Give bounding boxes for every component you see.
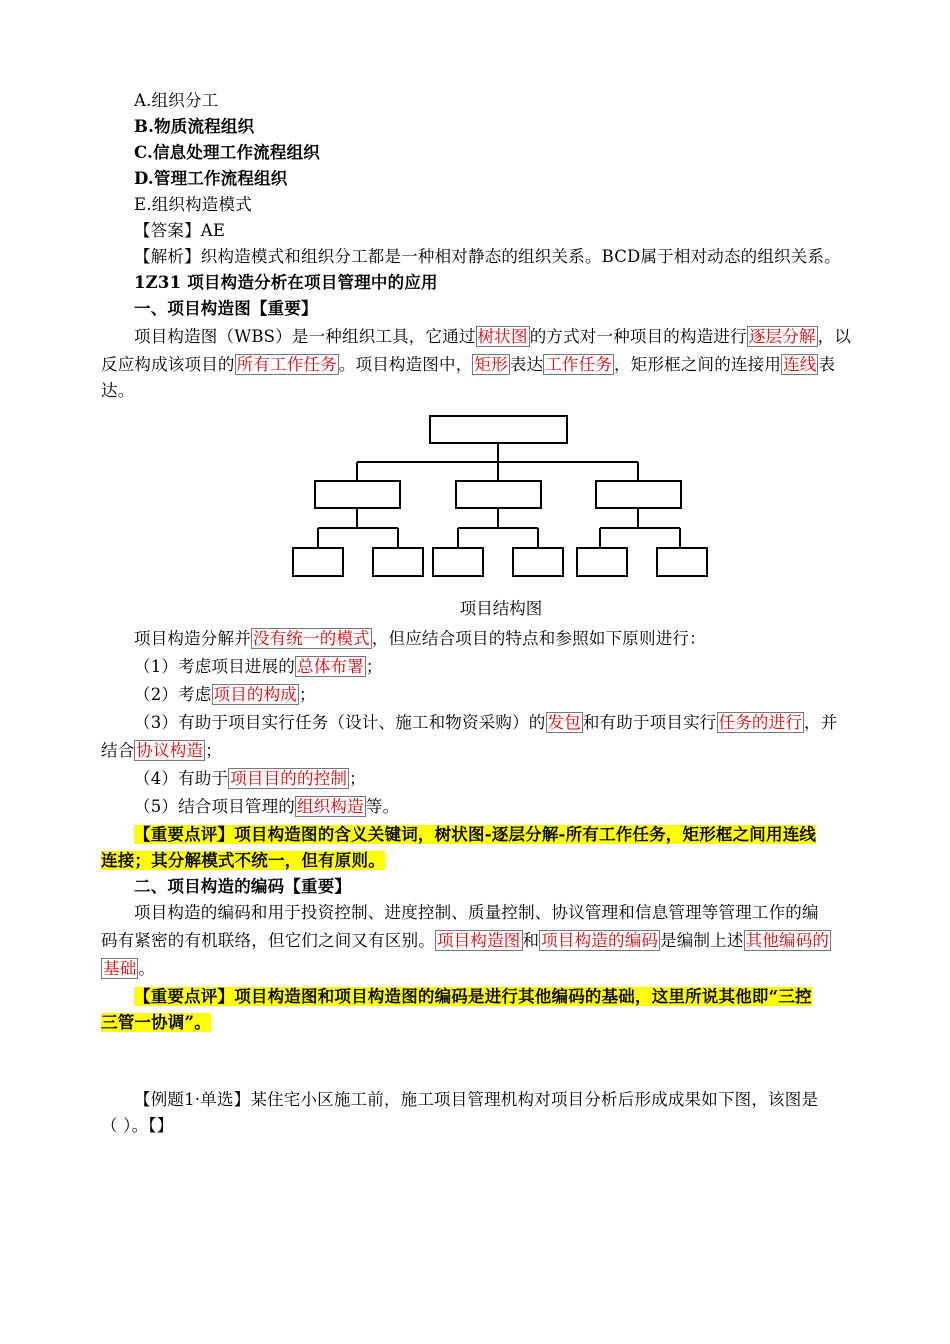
keyword-objective-control: 项目目的的控制 [230,769,348,788]
answer: 【答案】AE [134,221,226,240]
rule-3-line1: （3）有助于项目实行任务（设计、施工和物资采购）的 发包 和有助于项目实行 任务的进行 ，并 [134,713,838,732]
wbs-paragraph-line2: 反应构成该项目的 所有工作任务 。项目构造图中， 矩形 表达 工作任务 ，矩形框之间的连接用 连线 表 [101,355,836,374]
coding-paragraph-line3: 基础 。 [103,959,156,978]
heading-coding: 二、项目构造的编码【重要】 [134,877,352,896]
keyword-layered-decomposition: 逐层分解 [748,327,816,346]
wbs-paragraph-line3: 达。 [101,381,135,400]
option-e: E.组织构造模式 [134,195,252,214]
rule-5: （5）结合项目管理的 组织构造 等。 [134,797,400,816]
wbs-tree-diagram [0,0,950,600]
example-question-line2: （ ）。【】 [101,1116,174,1135]
rule-1: （1）考虑项目进展的 总体布署 ； [134,657,383,676]
example-question-line1: 【例题1·单选】某住宅小区施工前，施工项目管理机构对项目分析后形成成果如下图，该图是 [134,1090,819,1109]
tree-leaf-box [433,548,483,576]
keyword-organization-structure: 组织构造 [297,797,364,816]
keyword-contracting: 发包 [547,713,581,732]
keyword-tree-diagram: 树状图 [477,327,528,346]
keyword-contract-structure: 协议构造 [136,741,204,760]
keyword-overall-layout: 总体布署 [297,657,364,676]
comment-1-line2: 连接；其分解模式不统一，但有原则。 [101,851,385,870]
option-b: B.物质流程组织 [134,117,255,136]
section-title: 1Z31 项目构造分析在项目管理中的应用 [134,273,438,292]
keyword-project-composition: 项目的构成 [213,685,297,704]
diagram-caption: 项目结构图 [459,599,543,618]
coding-paragraph-line1: 项目构造的编码和用于投资控制、进度控制、质量控制、协议管理和信息管理等管理工作的编 [134,903,819,922]
keyword-connecting-line: 连线 [783,355,817,374]
rule-3-line2: 结合 协议构造 ； [101,741,222,760]
comment-2-line1: 【重要点评】项目构造图和项目构造图的编码是进行其他编码的基础，这里所说其他即“三控 [134,987,812,1006]
tree-level2-box [456,481,541,508]
coding-paragraph-line2: 码有紧密的有机联络，但它们之间又有区别。 项目构造图 和 项目构造的编码 是编制上述 其他编码的 [101,931,830,950]
keyword-task-progress: 任务的进行 [718,713,803,732]
option-a: A.组织分工 [134,91,219,110]
heading-wbs: 一、项目构造图【重要】 [134,299,318,318]
keyword-foundation: 基础 [103,959,137,978]
rule-4: （4）有助于 项目目的的控制 ； [134,769,366,788]
analysis: 【解析】织构造模式和组织分工都是一种相对静态的组织关系。BCD属于相对动态的组织关系。 [134,247,841,266]
comment-2-line2: 三管一协调”。 [101,1013,211,1032]
option-c: C.信息处理工作流程组织 [134,143,320,162]
tree-level2-box [596,481,681,508]
keyword-work-task: 工作任务 [545,355,613,374]
keyword-rectangle: 矩形 [474,355,508,374]
tree-leaf-box [577,548,627,576]
wbs-paragraph-line1: 项目构造图（WBS）是一种组织工具，它通过 树状图 的方式对一种项目的构造进行 逐层分解 ，以 [134,327,852,346]
tree-leaf-box [373,548,423,576]
tree-root-box [430,416,567,443]
tree-leaf-box [657,548,707,576]
rule-2: （2）考虑 项目的构成 ； [134,685,316,704]
keyword-all-tasks: 所有工作任务 [236,355,337,374]
keyword-other-coding: 其他编码的 [745,931,830,950]
tree-leaf-box [513,548,563,576]
keyword-wbs-diagram: 项目构造图 [437,931,521,950]
decomposition-paragraph: 项目构造分解并 没有统一的模式 ，但应结合项目的特点和参照如下原则进行： [134,629,706,648]
option-d: D.管理工作流程组织 [134,169,288,188]
comment-1-line1: 【重要点评】项目构造图的含义关键词，树状图-逐层分解-所有工作任务，矩形框之间用连线 [134,825,817,844]
tree-level2-box [315,481,400,508]
keyword-wbs-coding: 项目构造的编码 [541,931,659,950]
tree-leaf-box [293,548,343,576]
keyword-no-unified-pattern: 没有统一的模式 [252,629,370,648]
